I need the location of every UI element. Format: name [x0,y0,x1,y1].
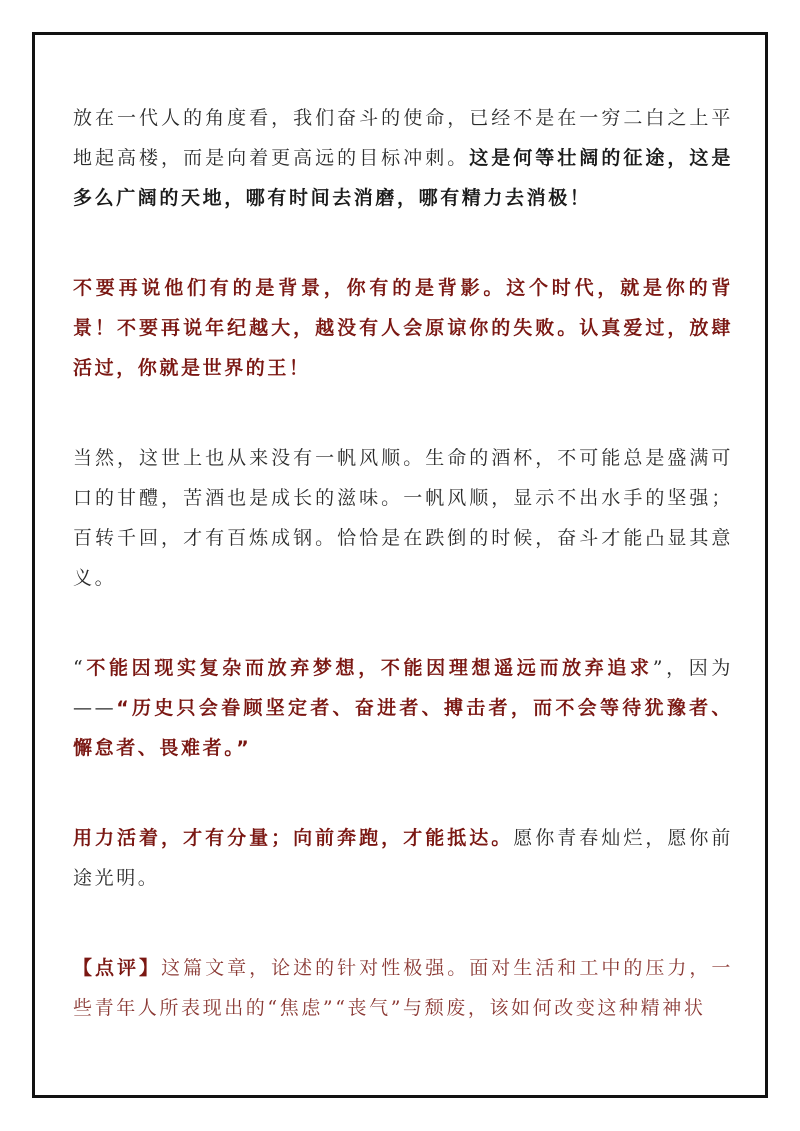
paragraph-background-era [73,268,733,388]
review-text: 这篇文章，论述的针对性极强。面对生活和工中的压力，一些青年人所表现出的“焦虑”“丧气”与颓废，该如何改变这种精神状 [73,957,733,1019]
quote-dreams: 不能因现实复杂而放弃梦想，不能因理想遥远而放弃追求 [85,657,653,679]
quote-history: “历史只会眷顾坚定者、奋进者、搏击者，而不会等待犹豫者、懈怠者、畏难者。” [73,697,733,759]
highlight-text: 不要再说他们有的是背景，你有的是背影。这个时代，就是你的背景！不要再说年纪越大，越没有人会原谅你的失败。认真爱过，放肆活过，你就是世界的王！ [73,277,733,379]
highlight-text: 用力活着，才有分量；向前奔跑，才能抵达。 [73,827,514,849]
paragraph-struggle-mission [73,98,733,218]
paragraph-text: 放在一代人的角度看，我们奋斗的使命，已经不是在一穷二白之上平地起高楼，而是向着更高远的目标冲刺。 [73,107,733,169]
connector-text: ”，因为—— [73,657,733,719]
wish-text: 愿你青春灿烂，愿你前途光明。 [73,827,733,889]
review-label: 【点评】 [73,957,162,979]
article-body [73,98,733,1078]
paragraph-quote-history [73,648,733,768]
paragraph-no-smooth-sailing [73,438,733,598]
paragraph-review [73,948,733,1028]
open-quote: “ [73,657,86,679]
paragraph-wish [73,818,733,898]
paragraph-text: 当然，这世上也从来没有一帆风顺。生命的酒杯，不可能总是盛满可口的甘醴，苦酒也是成长的滋味。一帆风顺，显示不出水手的坚强；百转千回，才有百炼成钢。恰恰是在跌倒的时候，奋斗才能凸显其意义。 [73,447,733,589]
emphasis-text: 这是何等壮阔的征途，这是多么广阔的天地，哪有时间去消磨，哪有精力去消极！ [73,147,733,209]
